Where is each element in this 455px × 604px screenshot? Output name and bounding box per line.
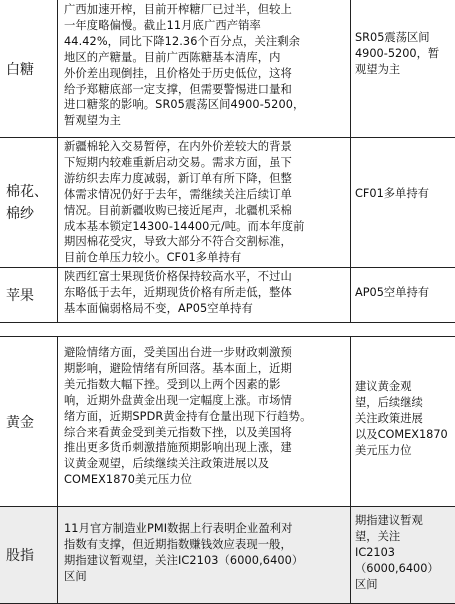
advice-text: 期指建议暂观 望，关注 IC2103 （6000,6400） 区间 [351,507,455,603]
commodity-name: 白糖 [6,61,34,78]
table-row [0,137,455,267]
analysis-text: 广西加速开榨，目前开榨糖厂已过半，但较上 一年度略偏慢。截止11月底广西产销率 44.42%，同比下降12.36个百分点，关注剩余 地区的产糖量。目前广西陈糖基本清库，内 外价差出现倒挂，且价格处于历史低位，这将 给予郑糖底部一定支撑，但需要警惕进口量和 进口糖浆的影响。SR05震荡区间4900-5200， 暂观望为主 [64,3,305,128]
advice-text: CF01多单持有 [355,187,429,200]
section-separator [0,322,455,336]
commodity-name: 股指 [0,507,57,603]
commodity-name: 棉花、棉纱 [6,183,48,222]
table-row [0,506,455,603]
commodity-name: 苹果 [6,288,34,304]
analysis-text: 新疆棉轮入交易暂停，在内外价差较大的背景 下短期内较难重新启动交易。需求方面，虽下 游纺织去库力度减弱，新订单有所下降，但整 体需求情况仍好于去年，需继续关注后续订单 情况。目前新疆收购已接近尾声，北疆机采棉 成本基本锁定14300-14400元/吨。而本年度前 期因棉花受灾，导致大部分不符合交割标准， 目前仓单压力较小。CF01多单持有 [64,140,305,265]
advice-text: AP05空单持有 [355,286,430,299]
table-row [0,267,455,322]
table-row [0,336,455,506]
analysis-text: 陕西红富士果现货价格保持较高水平，不过山 东略低于去年，近期现货价格有所走低，整体 基本面偏弱格局不变，AP05空单持有 [64,270,292,315]
advice-text: SR05震荡区间 4900-5200，暂 观望为主 [355,31,440,76]
analysis-text: 11月官方制造业PMI数据上行表明企业盈利对 指数有支撑，但近期指数赚钱效应表现一般， 期指建议暂观望，关注IC2103（6000,6400） 区间 [58,507,350,603]
table-row [0,0,455,137]
analysis-text: 避险情绪方面，受美国出台进一步财政刺激预 期影响，避险情绪有所回落。基本面上，近期 美元指数大幅下挫。受到以上两个因素的影 响，近期外盘黄金出现一定幅度上涨。市场情 绪方面，近期SPDR黄金持有仓量出现下行趋势。 综合来看黄金受到美元指数下挫，以及美国将 推出更多货币刺激措施预期影响出现上涨，建 议黄金观望，后续继续关注政策进展以及 COMEX1870美元压力位 [64,346,312,487]
commodity-name: 黄金 [6,414,34,431]
advice-text: 建议黄金观 望，后续继续 关注政策进展 以及COMEX1870 美元压力位 [355,380,448,457]
